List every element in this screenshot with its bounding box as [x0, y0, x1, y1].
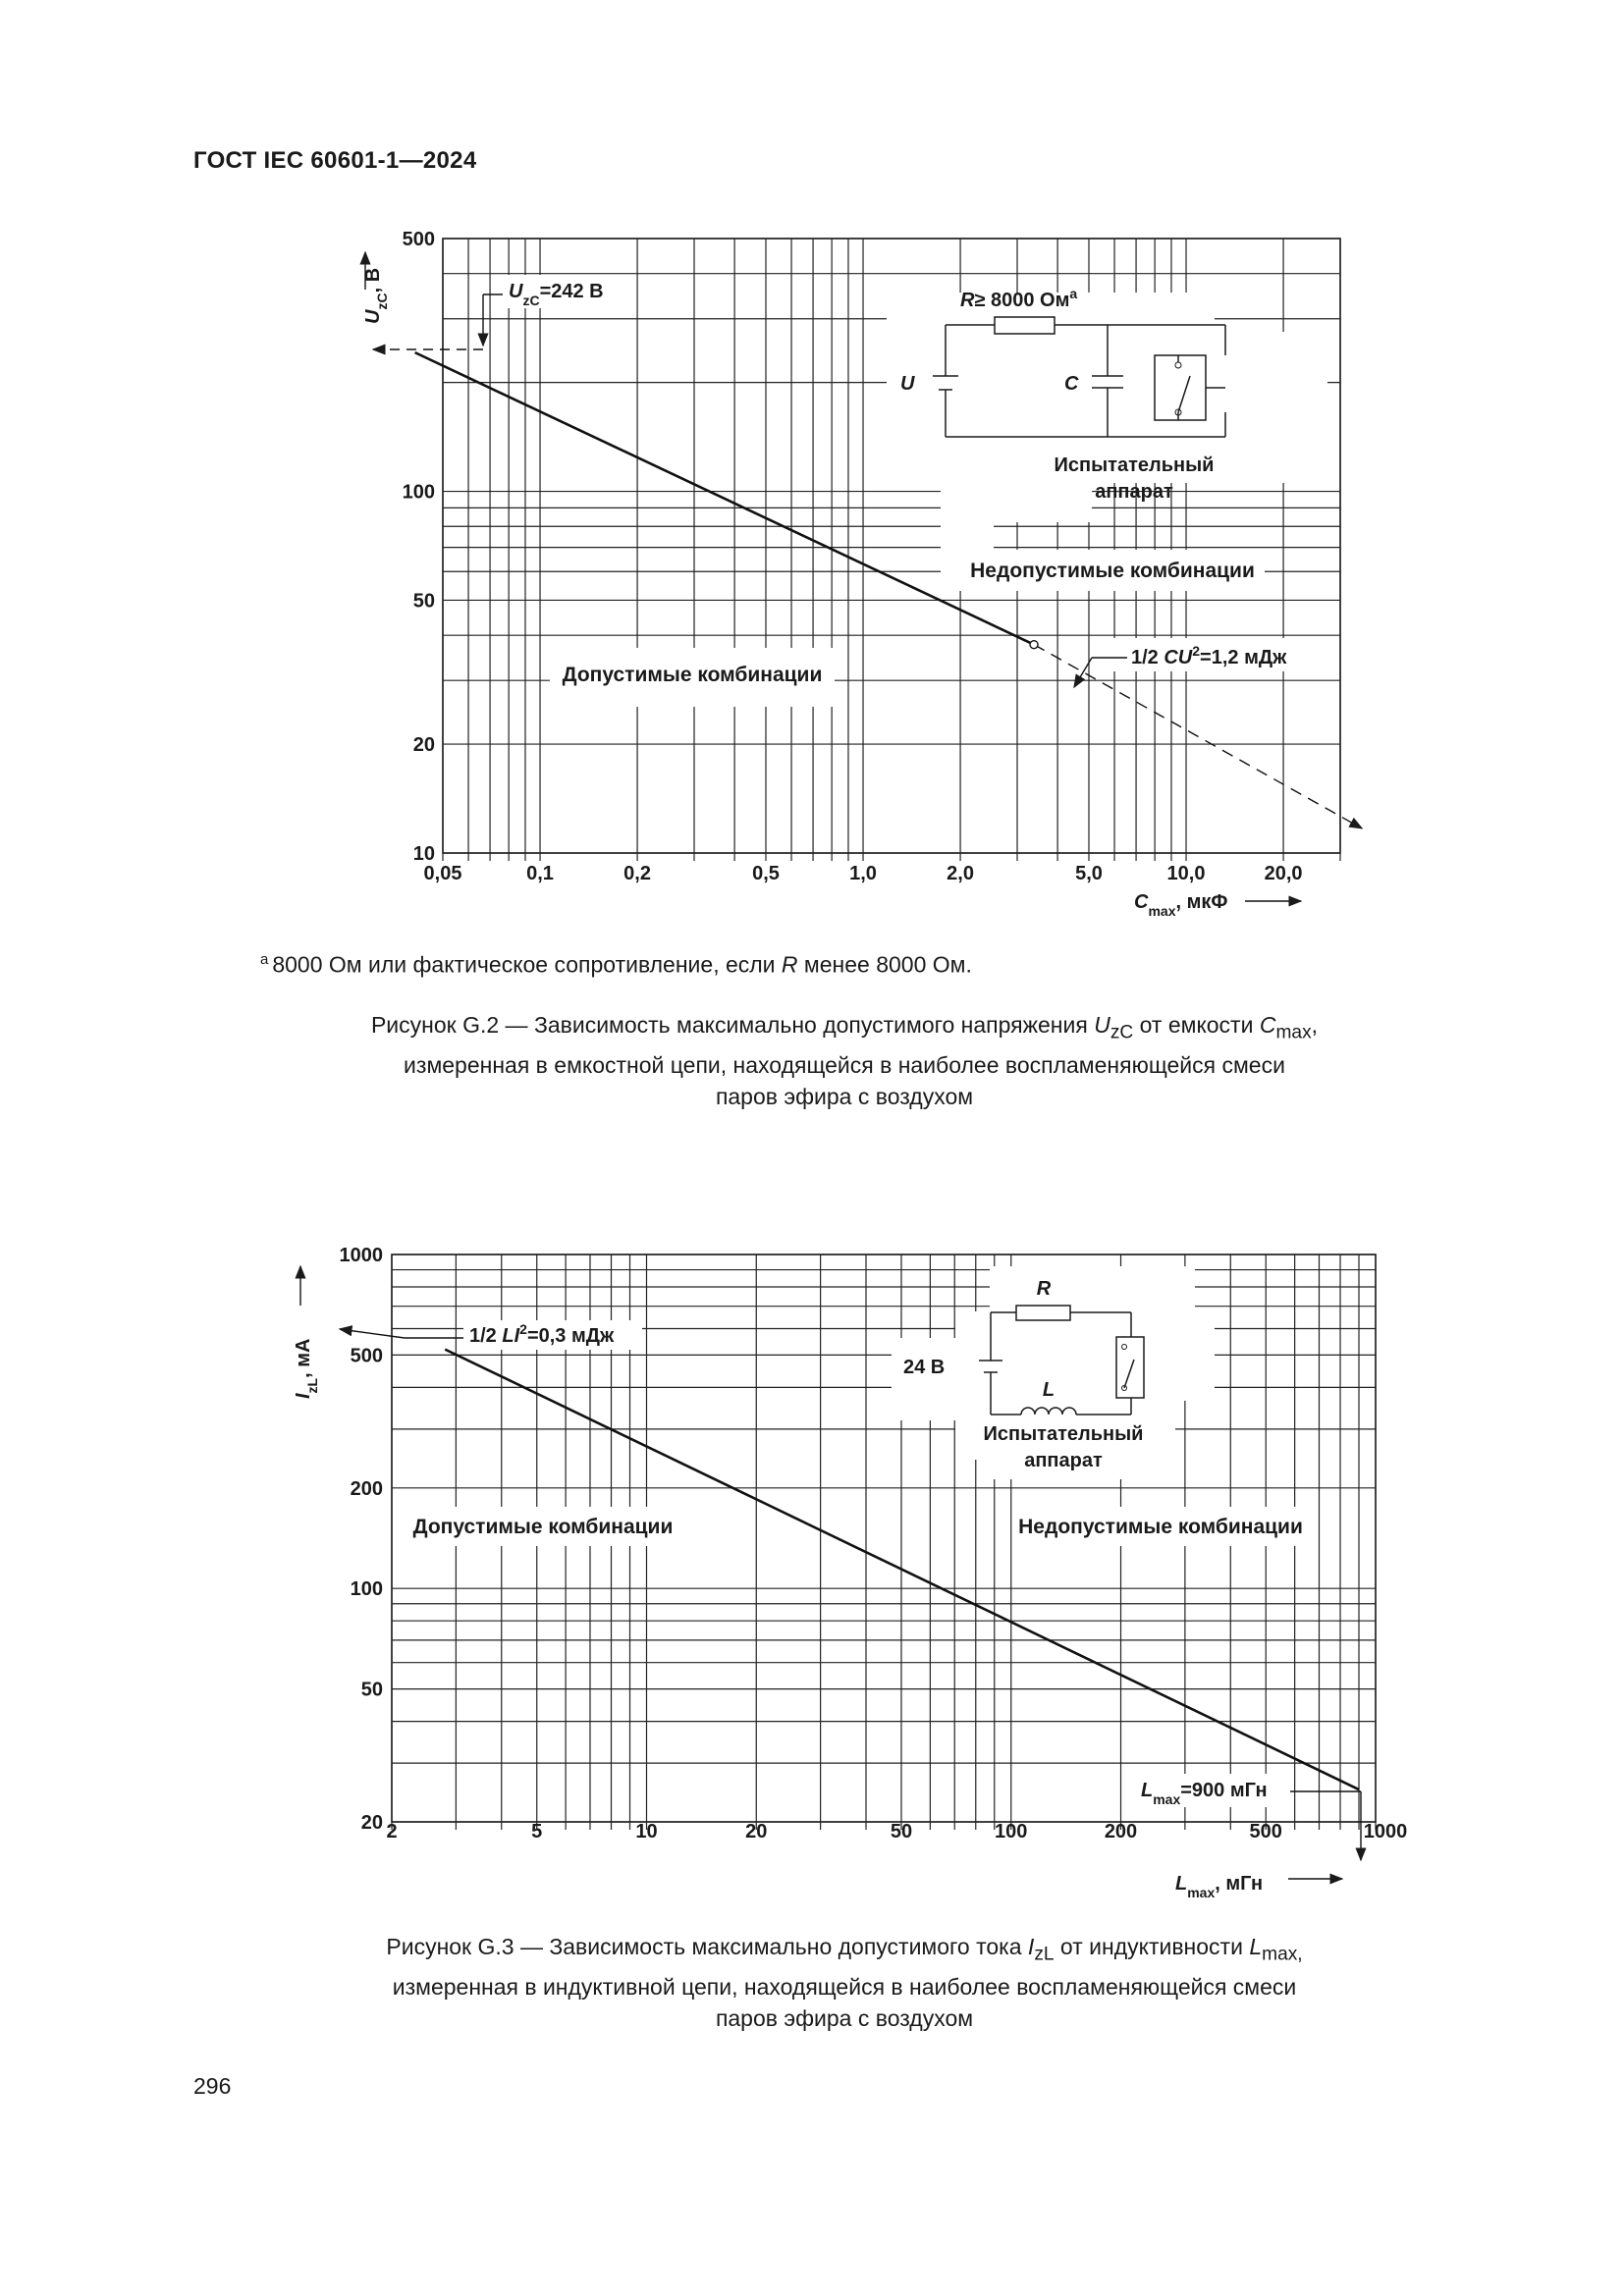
chart1-xtick-label: 0,5: [752, 863, 780, 884]
chart1-allowed-region-label: Допустимые комбинации: [562, 664, 823, 686]
inductor-label: L: [1042, 1379, 1056, 1401]
document-header: ГОСТ IEC 60601-1—2024: [193, 147, 477, 174]
caption-g2-line3: паров эфира с воздухом: [715, 1083, 974, 1109]
chart1-forbidden-region-label: Недопустимые комбинации: [970, 560, 1255, 582]
caption-g3-line2: измеренная в индуктивной цепи, находящейся в наиболее воспламеняющейся смеси: [392, 1973, 1297, 2000]
chart1-xtick-label: 1,0: [849, 863, 877, 884]
chart1-ytick-label: 500: [402, 229, 435, 250]
chart1-xtick-label: 5,0: [1075, 863, 1103, 884]
resistor-label: R: [1036, 1278, 1052, 1300]
source-label: U: [900, 373, 915, 395]
chart2-xtick-label: 10: [635, 1821, 658, 1842]
figure-caption-g3: [295, 1931, 1394, 2034]
caption-g2-line2: измеренная в емкостной цепи, находящейся в наиболее воспламеняющейся смеси: [404, 1051, 1285, 1078]
apparatus-label-line2: аппарат: [1095, 481, 1173, 503]
footnote: $^a$ 8000 Ом или фактическое сопротивление, если R менее 8000 Ом.: [260, 951, 972, 978]
apparatus-label-line1: Испытательный: [983, 1423, 1144, 1445]
chart2-ylabel: $I_{zL}$, мА: [293, 1338, 320, 1399]
resistor-icon: [1016, 1306, 1070, 1320]
apparatus-label-line1: Испытательный: [1054, 454, 1215, 476]
chart2-energy-annotation: 1/2 $LI^2=0,3$ мДж: [469, 1321, 615, 1347]
chart1-ytick-label: 10: [412, 843, 435, 865]
chart1-ytick-label: 100: [402, 481, 435, 504]
chart2-ytick-label: 500: [350, 1345, 383, 1367]
chart2-ylabel-group: [293, 1339, 320, 1399]
chart2-allowed-region-label: Допустимые комбинации: [412, 1516, 674, 1538]
chart1-xtick-label: 10,0: [1166, 863, 1206, 884]
chart2-xtick-label: 5: [531, 1821, 543, 1842]
chart1-xtick-label: 0,1: [526, 863, 554, 884]
chart2-xtick-label: 500: [1249, 1821, 1282, 1842]
switch-box-icon: [1116, 1337, 1144, 1398]
chart2-forbidden-region-label: Недопустимые комбинации: [1018, 1516, 1303, 1538]
chart1-xtick-label: 2,0: [947, 863, 974, 884]
caption-g3-line3: паров эфира с воздухом: [715, 2004, 974, 2031]
chart1-xtick-label: 20,0: [1264, 863, 1303, 884]
chart2-ytick-label: 200: [350, 1477, 383, 1500]
chart1-uzc-annotation: $U_{zC}=242$ В: [509, 281, 604, 308]
chart2-ytick-label: 50: [360, 1679, 383, 1701]
switch-contact-icon: [1122, 1345, 1127, 1350]
chart1-xtick-label: 0,05: [423, 863, 462, 884]
chart1-xtick-label: 0,2: [623, 863, 651, 884]
caption-g3-line1: Рисунок G.3 — Зависимость максимально допустимого тока $I_{zL}$ от индуктивности $L_{max,}$: [386, 1934, 1303, 1965]
resistor-label: R≥ 8000 $Ом^a$: [960, 286, 1078, 311]
chart2-xtick-label: 100: [995, 1821, 1028, 1842]
chart2-ytick-label: 1000: [339, 1245, 383, 1266]
chart2-xtick-label: 200: [1104, 1821, 1138, 1842]
apparatus-label-line2: аппарат: [1024, 1450, 1103, 1471]
chart1-ylabel: $U_{zC}$, В: [362, 267, 390, 324]
chart2-ytick-label: 100: [350, 1578, 383, 1601]
chart2-xtick-label: 50: [890, 1821, 913, 1842]
chart2-xtick-label: 20: [745, 1821, 768, 1842]
page-number: 296: [193, 2073, 232, 2099]
caption-g2-line1: Рисунок G.2 — Зависимость максимально допустимого напряжения $U_{zC}$ от емкости $C_{max}$,: [370, 1012, 1319, 1043]
chart2-xtick-label: 1000: [1363, 1821, 1408, 1842]
chart1-energy-annotation: 1/2 $CU^2=1,2$ мДж: [1131, 643, 1287, 668]
chart2-xlabel: $L_{max}$, мГн: [1175, 1873, 1264, 1900]
chart1-ytick-label: 50: [412, 590, 435, 613]
capacitor-label: C: [1064, 373, 1079, 395]
chart2-xtick-label: 2: [386, 1821, 398, 1842]
chart1-xlabel: $C_{max}$, мкФ: [1134, 891, 1228, 919]
chart2-lmax-annotation: $L_{max}=900$ мГн: [1141, 1780, 1268, 1807]
chart1-ytick-label: 20: [412, 734, 435, 757]
chart2-ytick-label: 20: [360, 1812, 383, 1834]
source-label: 24 В: [903, 1357, 946, 1378]
